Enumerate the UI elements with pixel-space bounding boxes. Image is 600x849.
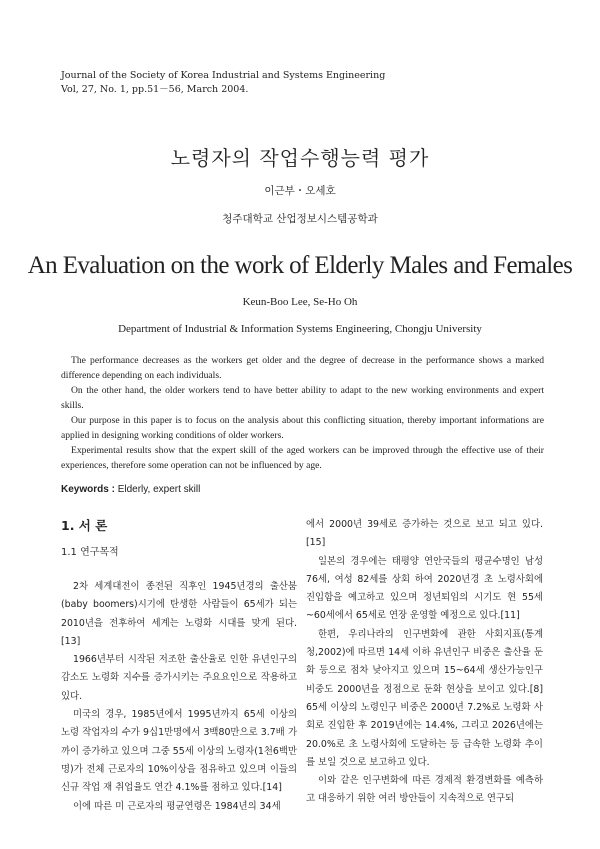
authors-english: Keun-Boo Lee, Se-Ho Oh: [242, 296, 358, 308]
affiliation-korean: 청주대학교 산업정보시스템공학과: [222, 213, 378, 225]
body-paragraph: 일본의 경우에는 태평양 연안국들의 평균수명인 남성76세, 여성 82세를 상회 하여 2020년경 초 노령사회에 진입함을 예고하고 있으며 정년퇴임의 시기도 현 55세~60세에서 65세로 연장 운영할 예정으로 있다.[11]: [306, 555, 543, 622]
body-paragraph: 한편, 우리나라의 인구변화에 관한 사회지표(통계청,2002)에 따르면 14세 이하 유년인구 비중은 출산율 둔화 등으로 점차 낮아지고 있으며 15~64세 생산가능인구비중도 2000년을 정점으로 둔화 현상을 보이고 있다.[8] 65세 이상의 노령인구 비중은 2000년 7.2%로 노령화 사회로 진입한 후 2019년에는 14.4%, 그리고 2026년에는 20.0%로 초 노령사회에 도달하는 등 급속한 노령화 추이를 보일 것으로 보고하고 있다.: [306, 628, 543, 768]
body-paragraph: 2차 세계대전이 종전된 직후인 1945년경의 출산붐(baby boomers)시기에 탄생한 사람들이 65세가 되는 2010년을 전후하여 세계는 노령화 시대를 맞게 된다. [13]: [61, 581, 297, 647]
abstract-paragraph: Experimental results show that the expert skill of the aged workers can be improved through the effective use of their experiences, therefore some operation can not be influenced by age.: [61, 445, 544, 471]
title-korean: 노령자의 작업수행능력 평가: [170, 146, 430, 170]
keywords-label: Keywords :: [61, 484, 115, 495]
section-heading: 1. 서 론: [61, 518, 108, 533]
abstract: [61, 353, 544, 473]
affiliation-english: Department of Industrial & Information Systems Engineering, Chongju University: [118, 323, 482, 335]
body-paragraph: 이에 따른 미 근로자의 평균연령은 1984년의 34세: [73, 800, 281, 812]
body-paragraph: 이와 같은 인구변화에 따른 경제적 환경변화를 예측하고 대응하기 위한 여러 방안들이 지속적으로 연구되: [306, 775, 543, 805]
journal-name: Journal of the Society of Korea Industrial and Systems Engineering: [61, 70, 386, 81]
body-column-left: [61, 516, 297, 816]
body-paragraph: 1966년부터 시작된 저조한 출산율로 인한 유년인구의 감소도 노령화 지수를 증가시키는 주요요인으로 작용하고 있다.: [61, 654, 297, 702]
abstract-paragraph: On the other hand, the older workers tend to have better ability to adapt to the new working environments and expert skills.: [61, 385, 544, 411]
keywords: [61, 484, 200, 495]
journal-volume: Vol, 27, No. 1, pp.51－56, March 2004.: [61, 84, 249, 95]
abstract-paragraph: The performance decreases as the workers get older and the degree of decrease in the performance shows a marked difference depending on each individuals.: [61, 355, 544, 381]
body-paragraph: 에서 2000년 39세로 증가하는 것으로 보고 되고 있다.[15]: [306, 519, 543, 549]
subsection-heading: 1.1 연구목적: [61, 547, 119, 558]
title-english: An Evaluation on the work of Elderly Males and Females: [27, 252, 573, 279]
abstract-paragraph: Our purpose in this paper is to focus on the analysis about this conflicting situation, thereby important informations are applied in designing working conditions of older workers.: [61, 415, 544, 441]
journal-header: [61, 69, 385, 97]
keywords-text: Elderly, expert skill: [117, 484, 201, 495]
authors-korean: 이근부・오세호: [264, 185, 336, 197]
body-paragraph: 미국의 경우, 1985년에서 1995년까지 65세 이상의 노령 작업자의 수가 9십1만명에서 3백80만으로 3.7배 가까이 증가하고 있으며 그중 55세 이상의 노령자(1천6백만명)가 전체 근로자의 10%이상을 점유하고 있으며 이들의 신규 작업 재 취업율도 연간 4.1%를 점하고 있다.[14]: [61, 709, 297, 794]
body-column-right: [306, 516, 543, 809]
